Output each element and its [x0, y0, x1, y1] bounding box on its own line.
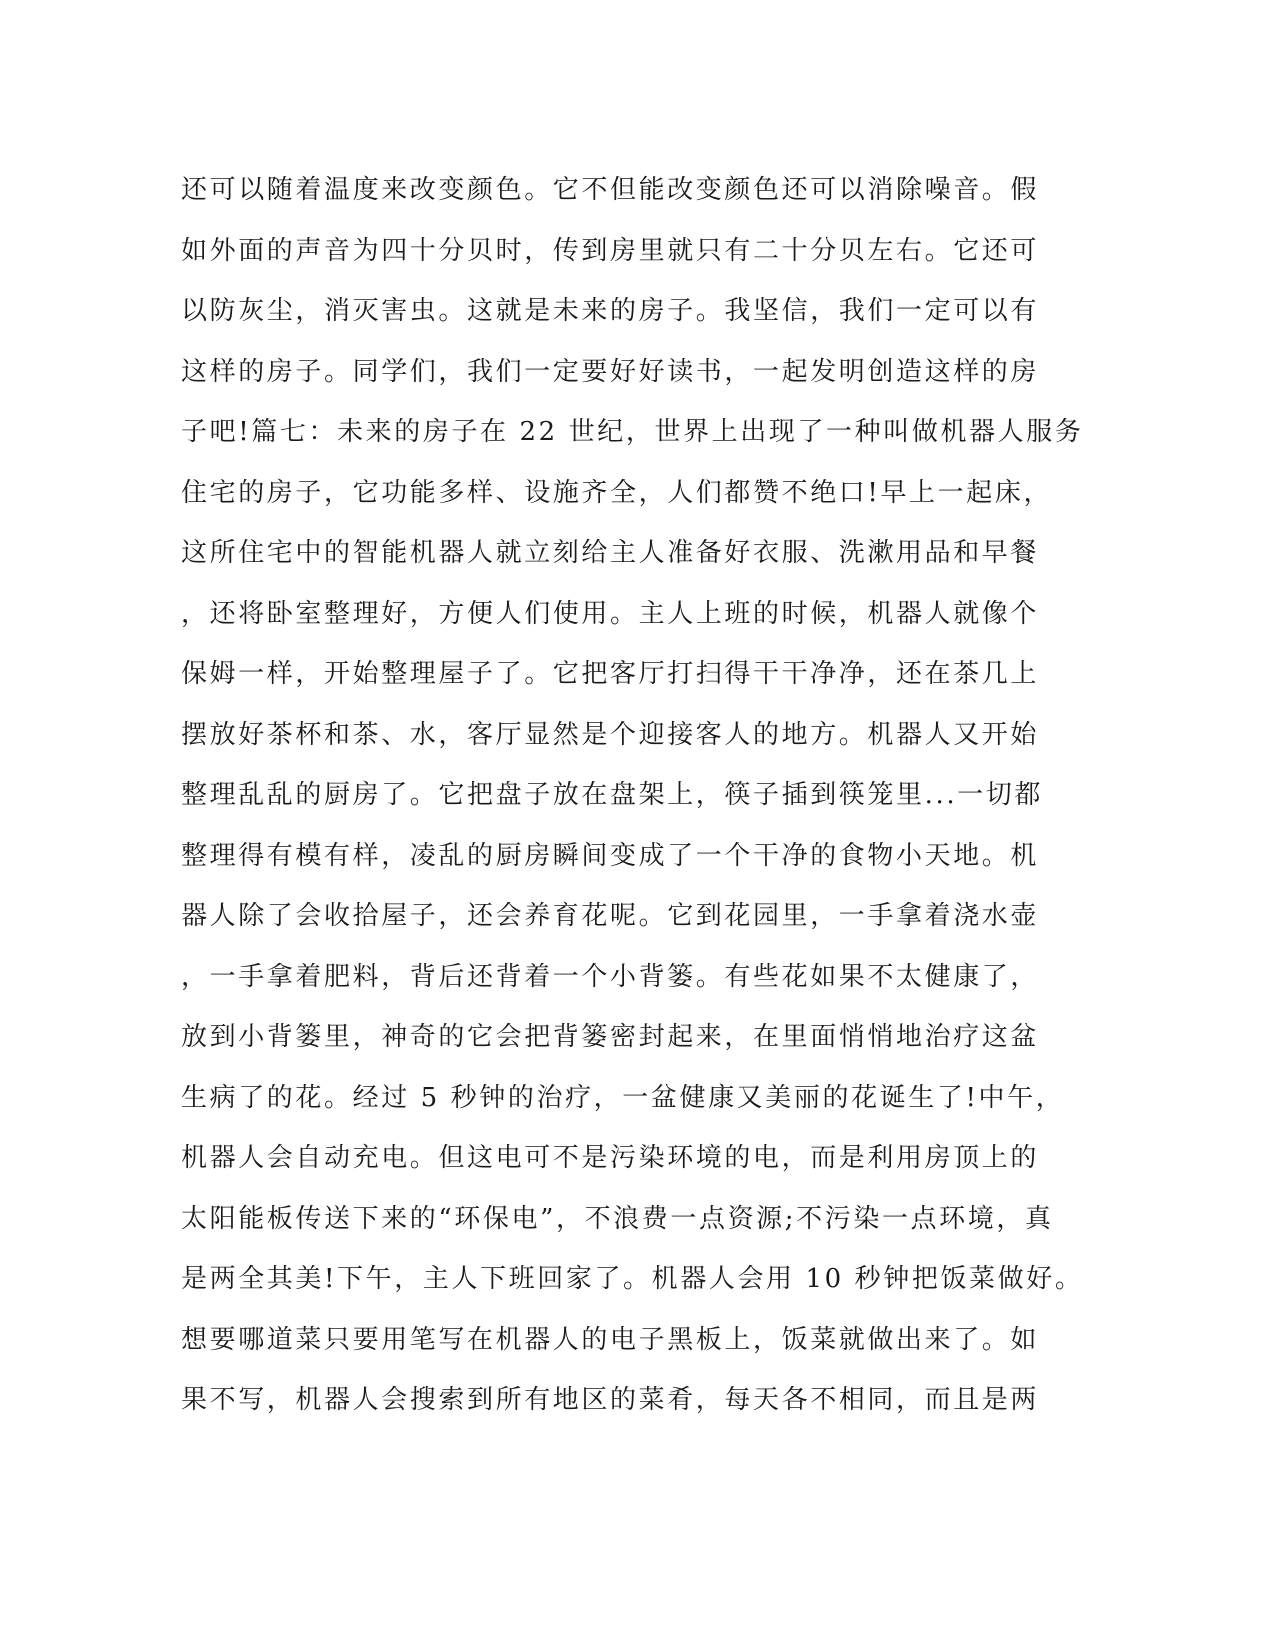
text-line: 以防灰尘，消灭害虫。这就是未来的房子。我坚信，我们一定可以有 — [181, 296, 1040, 326]
text-line: 如外面的声音为四十分贝时，传到房里就只有二十分贝左右。它还可 — [181, 235, 1040, 266]
text-line: 还可以随着温度来改变颜色。它不但能改变颜色还可以消除噪音。假 — [181, 175, 1040, 205]
text-line: 生病了的花。经过 5 秒钟的治疗，一盆健康又美丽的花诞生了!中午， — [181, 1082, 1065, 1113]
text-line: 器人除了会收拾屋子，还会养育花呢。它到花园里，一手拿着浇水壶 — [181, 901, 1040, 931]
text-line: 子吧!篇七：未来的房子在 22 世纪，世界上出现了一种叫做机器人服务 — [181, 417, 1084, 447]
text-line: ，一手拿着肥料，背后还背着一个小背篓。有些花如果不太健康了， — [181, 961, 1040, 992]
text-line: 果不写，机器人会搜索到所有地区的菜肴，每天各不相同，而且是两 — [181, 1385, 1040, 1415]
text-line: 这样的房子。同学们，我们一定要好好读书，一起发明创造这样的房 — [181, 356, 1040, 387]
text-line: 整理乱乱的厨房了。它把盘子放在盘架上，筷子插到筷笼里...一切都 — [181, 780, 1043, 810]
body-text — [181, 160, 1084, 1431]
text-line: 摆放好茶杯和茶、水，客厅显然是个迎接客人的地方。机器人又开始 — [181, 719, 1040, 750]
text-line: 太阳能板传送下来的“环保电”，不浪费一点资源;不污染一点环境，真 — [181, 1203, 1054, 1234]
text-line: 整理得有模有样，凌乱的厨房瞬间变成了一个干净的食物小天地。机 — [181, 840, 1040, 871]
text-line: 机器人会自动充电。但这电可不是污染环境的电，而是利用房顶上的 — [181, 1143, 1040, 1173]
text-line: 这所住宅中的智能机器人就立刻给主人准备好衣服、洗漱用品和早餐 — [181, 538, 1040, 568]
text-line: 想要哪道菜只要用笔写在机器人的电子黑板上，饭菜就做出来了。如 — [181, 1324, 1040, 1355]
text-line: 是两全其美!下午，主人下班回家了。机器人会用 10 秒钟把饭菜做好。 — [181, 1264, 1084, 1294]
text-line: ，还将卧室整理好，方便人们使用。主人上班的时候，机器人就像个 — [181, 598, 1040, 629]
text-line: 住宅的房子，它功能多样、设施齐全，人们都赞不绝口!早上一起床， — [181, 477, 1053, 508]
text-line: 保姆一样，开始整理屋子了。它把客厅打扫得干干净净，还在茶几上 — [181, 659, 1040, 689]
text-line: 放到小背篓里，神奇的它会把背篓密封起来，在里面悄悄地治疗这盆 — [181, 1022, 1040, 1052]
